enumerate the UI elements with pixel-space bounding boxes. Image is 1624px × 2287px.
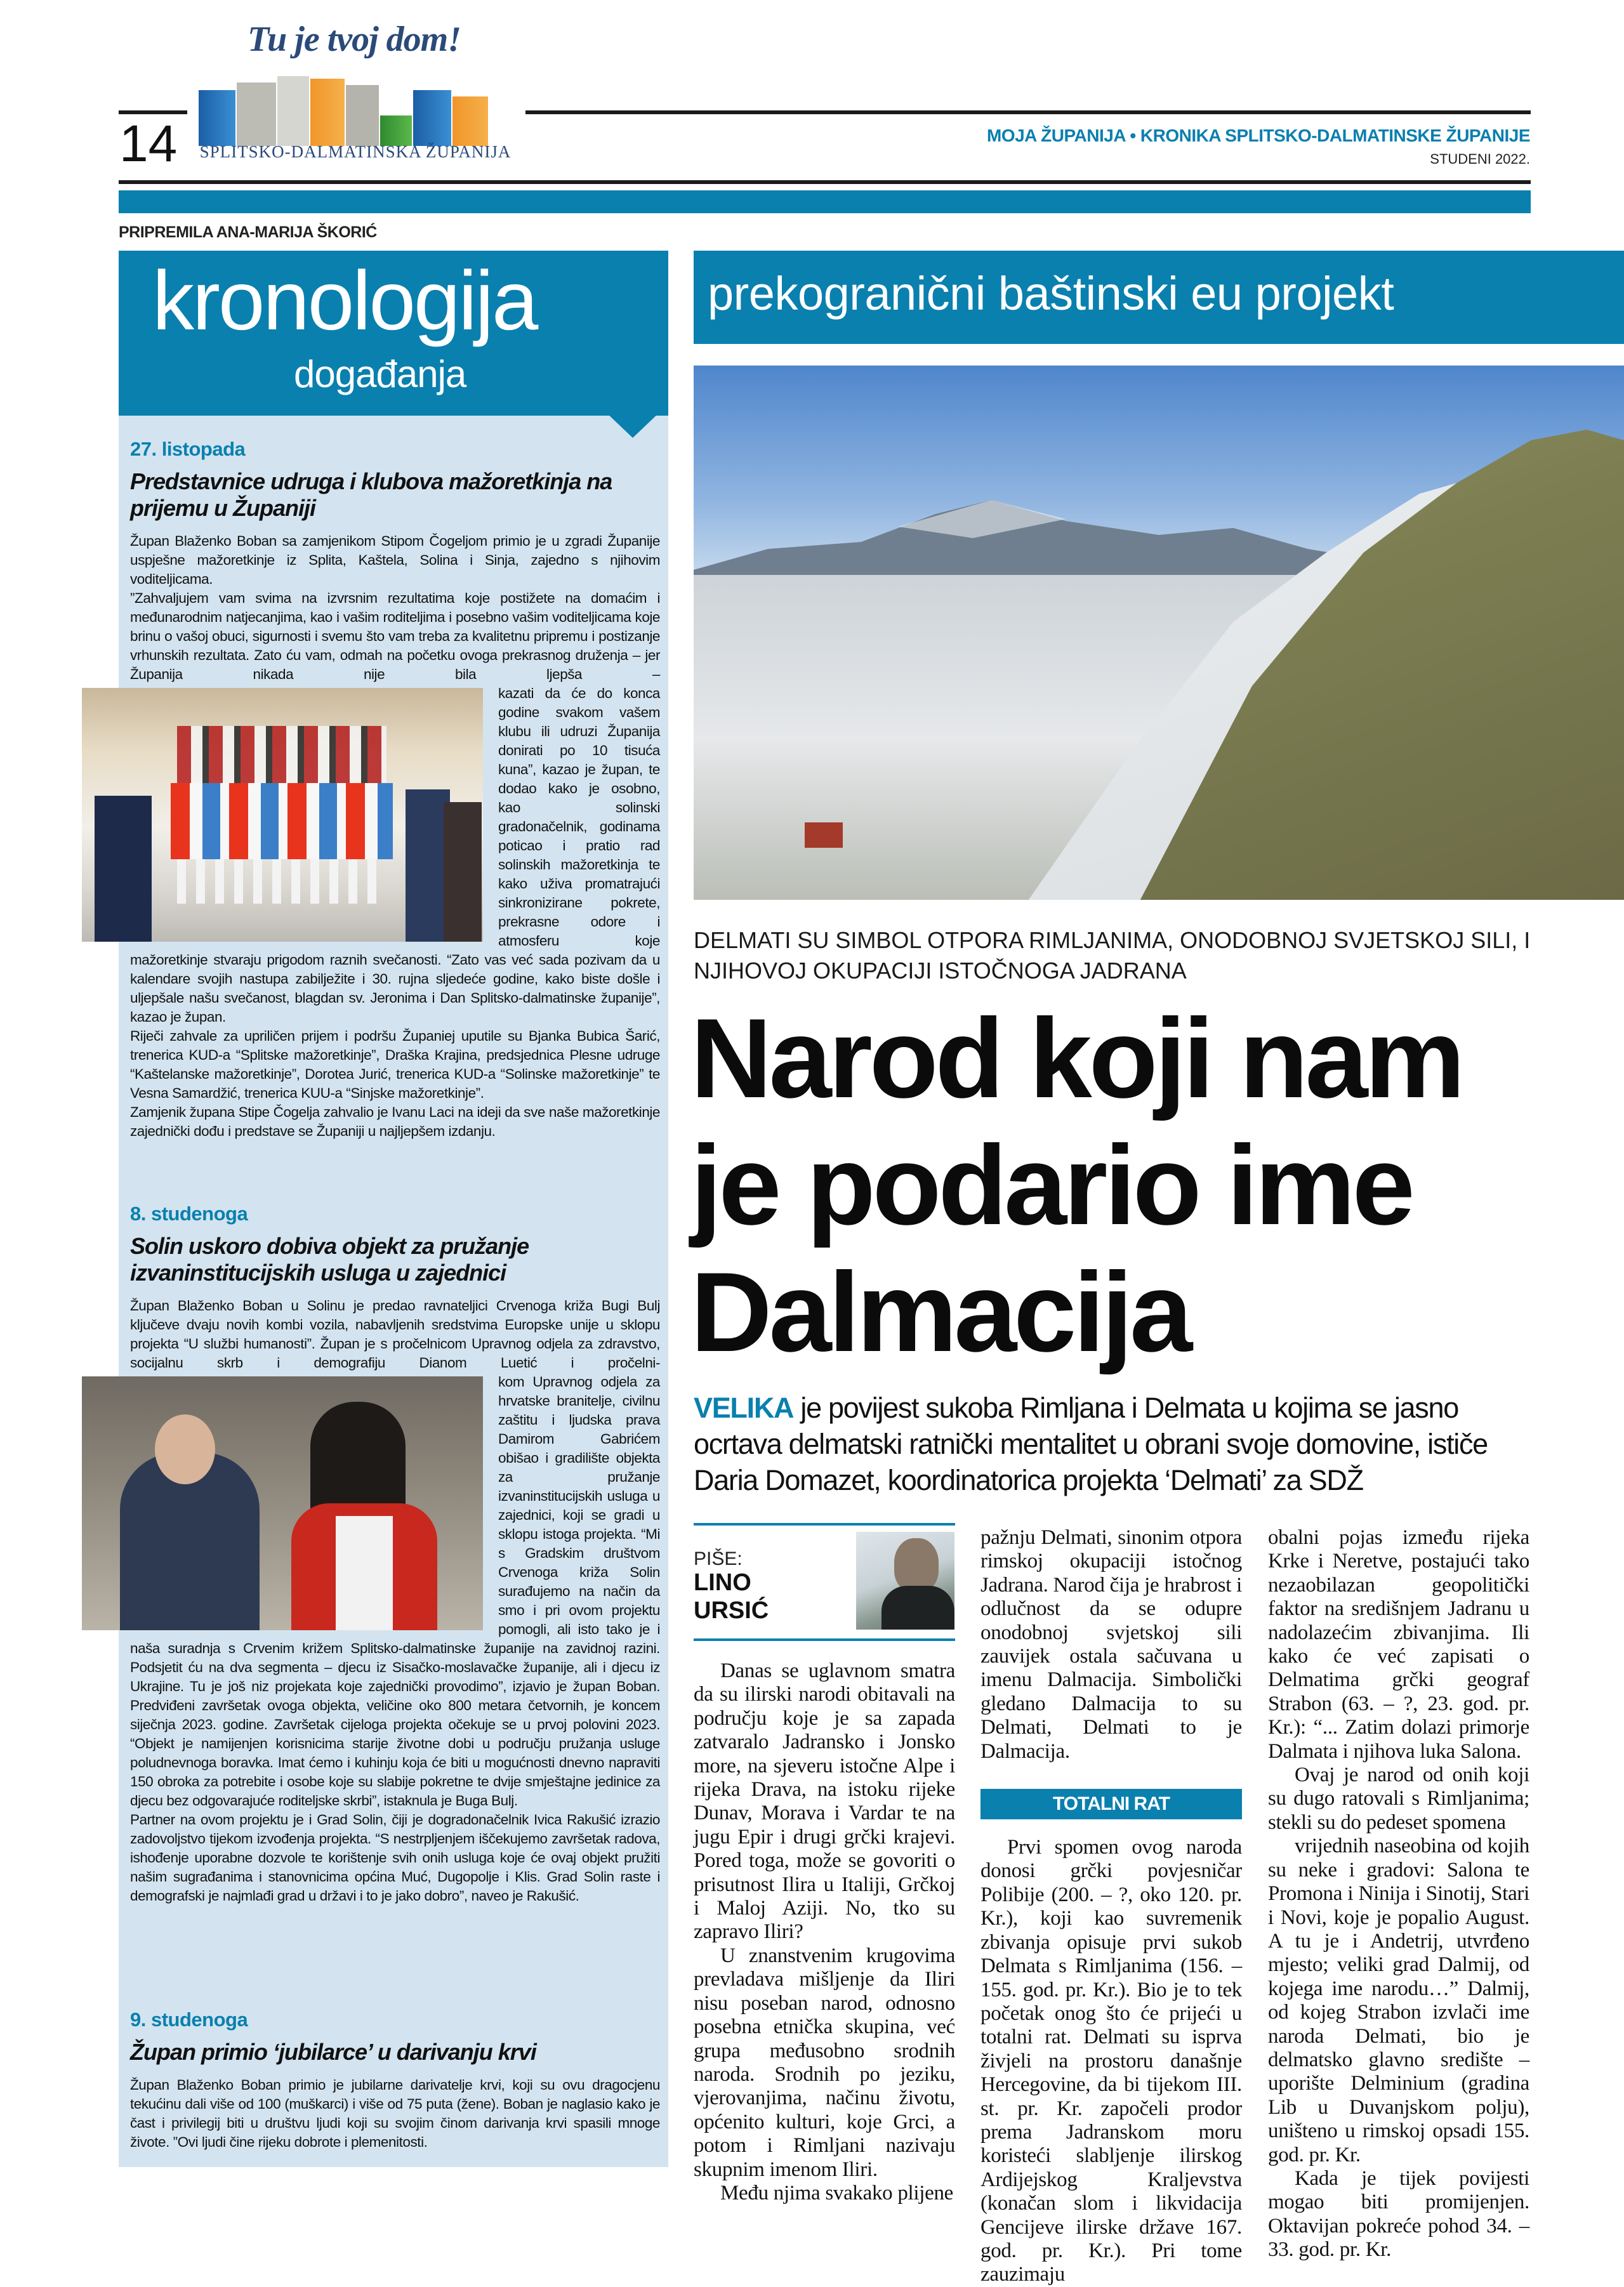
publication-title: MOJA ŽUPANIJA • KRONIKA SPLITSKO-DALMATINSKE ŽUPANIJE xyxy=(987,126,1530,145)
byline: PRIPREMILA ANA-MARIJA ŠKORIĆ xyxy=(119,223,377,241)
author-first-name: LINO xyxy=(694,1569,751,1596)
article-paragraph: U znanstvenim krugovima prevladava mišljenje da Iliri nisu poseban narod, odnosno posebna etnička skupina, već grupa međusobno srodnih naroda. Srodnih po jeziku, vjerovanjima, načinu životu, općenito kulturi, koje Grci, a potom i Rimljani nazivaju skupnim imenom Iliri. xyxy=(694,1944,955,2181)
entry-title: Župan primio ‘jubilarce’ u darivanju krvi xyxy=(130,2039,536,2065)
author-name xyxy=(694,1569,769,1625)
header-rule-right xyxy=(525,110,1531,114)
article-lead xyxy=(694,1390,1538,1498)
entry-paragraph: kazati da će do konca godine svakom vašem klubu ili udruzi Županija donirati po 10 tisuća kuna”, kazao je župan, te dodao kako je osobno, kao solinski gradonačelnik, godinama poticao i pratio rad solinskih mažoretkinja te kako uživa promatrajući sinkronizirane pokrete, prekrasne odore i atmosferu koje mažoretkinje stvaraju prigodom raznih svečanosti. “Zato vas već sada pozivam da u kalendare svojih nastupa zabilježite i 30. rujna sljedeće godine, kako biste došle i uljepšale našu svečanost, blagdan sv. Jeronima i Dan Splitsko-dalmatinske županije”, kazao je župan. xyxy=(130,685,660,1025)
entry-paragraph: kom Upravnog odjela za hrvatske branitelje, civilnu zaštitu i ljudska prava Damirom Gabrićem obišao i gradilište objekta za pružanje izvaninstitucijskih usluga u zajednici, koji se gradi u sklopu istoga projekta. “Mi s Gradskim društvom Crvenoga križa Solin surađujemo na način da smo i pri ovom projektu pomogli, ali isto tako je i naša suradnja s Crvenim križem Splitsko-dalmatinske županije na zavidnoj razini. Podsjetit ću na dva segmenta – djecu iz Sisačko-moslavačke županije, ali i djecu iz Ukrajine. Tu je još niz projekata koje zajednički provodimo”, izjavio je župan Boban. Predviđeni završetak ovoga objekta, veličine oko 800 metara četvornih, je koncem siječnja 2023. godine. Završetak cijeloga projekta očekuje se u prvoj polovini 2023. “Objekt je namijenjen korisnicima starije životne dobi u području pružanja usluge poludnevnoga boravka. Imat ćemo i kuhinju koja će biti u mogućnosti dnevno napraviti 150 obroka za potrebite i osobe koje su slabije pokretne te dvije smještajne jedinice za djecu bez odgovarajuće roditeljske skrbi”, istaknula je Buga Bulj. xyxy=(130,1374,660,1809)
entry-paragraph: Riječi zahvale za upriličen prijem i podršu Županiej uputile su Bjanka Bubica Šarić, trenerica KUD-a “Splitske mažoretkinje”, Draška Krajina, predsjednica Plesne udruge “Kaštelanske mažoretkinje”, Dorotea Jurić, trenerica KUD-a “Solinske mažoretkinje” te Vesna Samardžić, trenerica KUU-a “Sinjske mažoretkinje”. xyxy=(130,1028,660,1101)
chronology-title: kronologija xyxy=(152,254,537,347)
lead-text: je povijest sukoba Rimljana i Delmata u kojima se jasno ocrtava delmatski ratnički mentalitet u obrani svoje domovine, ističe Daria Domazet, koordinatorica projekta ‘Delmati’ za SDŽ xyxy=(694,1392,1488,1496)
entry-paragraph: Župan Blaženko Boban sa zamjenikom Stipom Čogeljom primio je u zgradi Županije uspješne mažoretkinje iz Splita, Kaštela, Solina i Sinja, zajedno s njihovim voditeljicama. xyxy=(130,533,660,587)
county-logo xyxy=(194,76,511,146)
landscape-photo xyxy=(694,366,1624,900)
entry-date: 9. studenoga xyxy=(130,2008,248,2031)
chronology-arrow-icon xyxy=(606,412,659,438)
author-photo xyxy=(856,1532,954,1630)
chronology-entry xyxy=(130,438,660,1141)
headline-line: Narod koji nam xyxy=(690,995,1462,1121)
article-column-2 xyxy=(980,1526,1242,2287)
majorettes-photo xyxy=(82,688,483,942)
article-paragraph: Ovaj je narod od onih koji su dugo ratovali s Rimljanima; stekli su do pedeset spomena xyxy=(1268,1763,1529,1834)
entry-paragraph: Partner na ovom projektu je i Grad Solin, čiji je dogradonačelnik Ivica Rakušić izrazio zadovoljstvo tijekom izvođenja projekta. “S nestrpljenjem iščekujemo završetak radova, ishođenje uporabne dozvole te korištenje svih onih usluga koje će ovaj objekt pružiti našim sugrađanima i stanovnicima općina Muć, Dugopolje i Klis. Grad Solin raste i demografski je najmlađi grad u državi i to je jako dobro”, naveo je Rakušić. xyxy=(130,1812,660,1904)
article-paragraph: obalni pojas između rijeka Krke i Neretve, postajući tako nezaobilazan geopolitički faktor na središnjem Jadranu u nadolazećim zbivanjima. Ili kako će već zapisati o Delmatima grčki geograf Strabon (63. – ?, 23. god. pr. Kr.): “... Zatim dolazi primorje Dalmata i njihova luka Salona. xyxy=(1268,1526,1529,1763)
logo-slogan: Tu je tvoj dom! xyxy=(248,20,461,59)
article-paragraph: Među njima svakako plijene xyxy=(720,2181,954,2205)
author-last-name: URSIĆ xyxy=(694,1597,769,1624)
article-paragraph: vrijednih naseobina od kojih su neke i gradovi: Salona te Promona i Ninija i Sinotij, Stari i Novi, koje je popalio August. A tu je i Andetrij, utvrđeno mjesto; veliki grad Dalmij, od kojega ime narodu…” Dalmij, od kojeg Strabon izvlači ime naroda Delmati, bio je delmatsko glavno središte – uporište Delminium (gradina Lib u Duvanjskom polju), uništeno u rimskoj opsadi 155. god. pr. Kr. xyxy=(1268,1835,1529,2166)
chronology-subtitle: događanja xyxy=(294,353,466,395)
entry-paragraph: ”Zahvaljujem vam svima na izvrsnim rezultatima koje postižete na domaćim i međunarodnim natjecanjima, kao i vašim roditeljima i posebno vašim voditeljicama koje brinu o vašoj obuci, sigurnosti i svemu što vam treba za kvalitetnu pripremu i postizanje vrhunskih rezultata. Zato ću vam, odmah na početku ovoga prekrasnog druženja – jer Županija nikada nije bila ljepša – xyxy=(130,590,660,682)
entry-title: Predstavnice udruga i klubova mažoretkinja na prijemu u Županiji xyxy=(130,468,612,521)
rubric-title: prekogranični baštinski eu projekt xyxy=(708,267,1394,320)
issue-date: STUDENI 2022. xyxy=(1430,151,1530,167)
article-paragraph: Prvi spomen ovog naroda donosi grčki povjesničar Polibije (200. – ?, oko 120. pr. Kr.), koji kao suvremenik zbivanja opisuje prvi sukob Delmata s Rimljanima (156. – 155. god. pr. Kr.). Bio je to tek početak onog što će prijeći u totalni rat. Delmati su isprva živjeli na prostoru današnje Hercegovine, da bi tijekom III. st. pr. Kr. započeli prodor prema Jadranskom moru koristeći slabljenje ilirskog Ardijejskog Kraljevstva (konačan slom i likvidacija Gencijeve ilirske države 167. god. pr. Kr.). Pri tome zauzimaju xyxy=(980,1836,1242,2286)
page-number: 14 xyxy=(119,115,178,173)
header-rule-bottom xyxy=(119,180,1531,184)
entry-title: Solin uskoro dobiva objekt za pružanje izvaninstitucijskih usluga u zajednici xyxy=(130,1233,529,1286)
logo-caption: SPLITSKO-DALMATINSKA ŽUPANIJA xyxy=(199,142,512,161)
article-column-3 xyxy=(1268,1526,1529,2262)
headline-line: je podario ime xyxy=(690,1122,1412,1248)
article-kicker: DELMATI SU SIMBOL OTPORA RIMLJANIMA, ONODOBNOJ SVJETSKOJ SILI, I NJIHOVOJ OKUPACIJI ISTOČNOGA JADRANA xyxy=(694,927,1531,984)
article-paragraph: Kada je tijek povijesti mogao biti promijenjen. Oktavijan pokreće pohod 34. – 33. god. pr. Kr. xyxy=(1268,2166,1529,2262)
chronology-entry xyxy=(130,2008,660,2152)
header-band xyxy=(119,190,1531,213)
chronology-entry xyxy=(130,1203,660,1906)
author-label: PIŠE: xyxy=(694,1548,743,1569)
headline-line: Dalmacija xyxy=(690,1249,1190,1375)
handover-photo xyxy=(82,1376,483,1630)
article-headline xyxy=(690,995,1579,1376)
entry-paragraph: Župan Blaženko Boban u Solinu je predao ravnateljici Crvenoga križa Bugi Bulj ključeve dvaju novih kombi vozila, nabavljenih sredstvima Europske unije u sklopu projekta “U službi humanosti”. Župan je s pročelnicom Upravnog odjela za zdravstvo, socijalnu skrb i demografiju Dianom Luetić i pročelni- xyxy=(130,1298,660,1371)
article-paragraph: pažnju Delmati, sinonim otpora rimskoj okupaciji istočnog Jadrana. Narod čija je hrabrost i odlučnost da se odupre onodobnoj svjetskoj sili zauvijek ostala sačuvana u imenu Dalmacija. Simbolički gledano Dalmacija to su Delmati, Delmati to je Dalmacija. xyxy=(980,1526,1242,1763)
article-paragraph: Danas se uglavnom smatra da su ilirski narodi obitavali na području koje je sa zapada zatvaralo Jadransko i Jonsko more, na sjeveru istočne Alpe i rijeka Drava, na istoku rijeke Dunav, Morava i Vardar te na jugu Epir i drugi grčki krajevi. Pored toga, može se govoriti o prisutnost Ilira u Italiji, Grčkoj i Maloj Aziji. No, tko su zapravo Iliri? xyxy=(694,1659,955,1944)
entry-paragraph: Zamjenik župana Stipe Čogelja zahvalio je Ivanu Laci na ideji da sve naše mažoretkinje zajednički dođu i predstave se Županiji u najljepšem izdanju. xyxy=(130,1104,660,1139)
article-column-1 xyxy=(694,1659,955,2205)
article-subheading: TOTALNI RAT xyxy=(980,1789,1242,1819)
entry-date: 27. listopada xyxy=(130,438,246,460)
entry-date: 8. studenoga xyxy=(130,1203,248,1225)
entry-paragraph: Župan Blaženko Boban primio je jubilarne darivatelje krvi, koji su ovu dragocjenu tekućinu dali više od 100 (muškarci) i više od 75 puta (žene). Boban je naglasio kako je čast i privilegij biti u društvu ljudi koji su svojim činom darivanja krvi spasili mnoge živote. ”Ovi ljudi čine rijeku dobrote i plemenitosti. xyxy=(130,2077,660,2150)
lead-highlight: VELIKA xyxy=(694,1392,794,1424)
